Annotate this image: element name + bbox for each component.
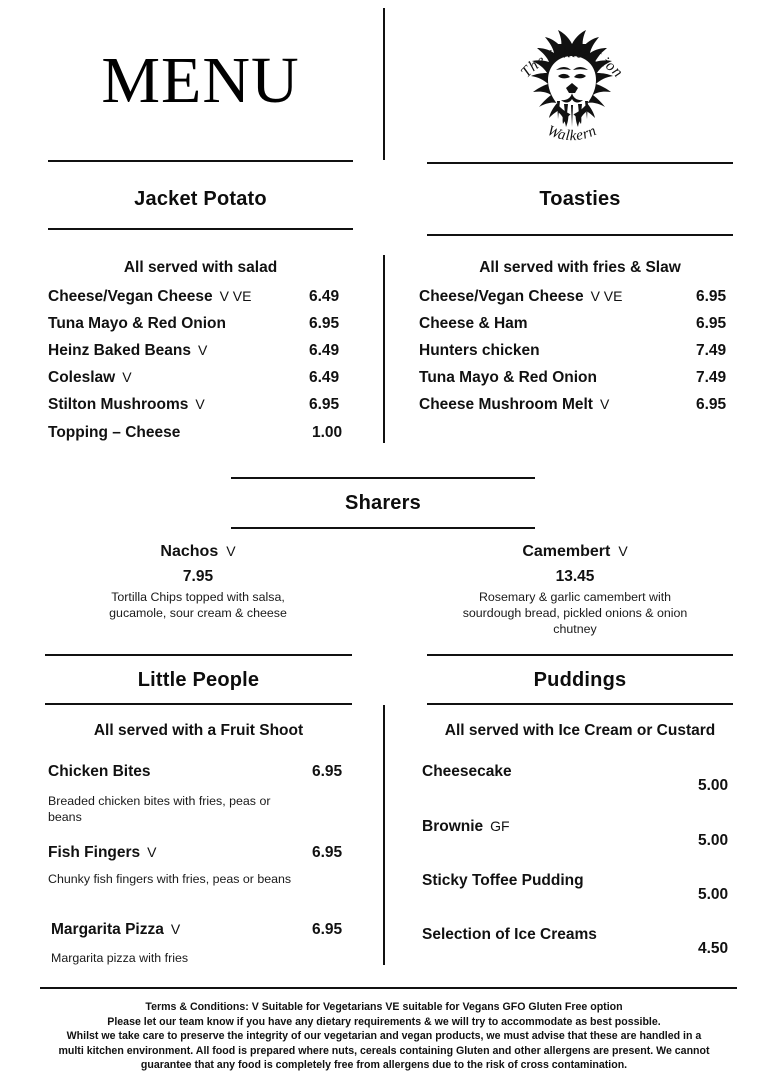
menu-item-row	[48, 844, 353, 862]
item-price: 13.45	[555, 568, 595, 585]
item-name: Fish Fingers	[48, 844, 141, 861]
rule-little-people-top	[45, 654, 352, 656]
subheading-puddings: All served with Ice Cream or Custard	[444, 722, 716, 739]
menu-item-row	[48, 424, 353, 442]
item-name: Hunters chicken	[419, 342, 540, 359]
menu-item-row	[422, 926, 733, 957]
menu-item-row	[48, 288, 353, 306]
rule-footer	[40, 987, 737, 989]
menu-item-row	[48, 369, 353, 387]
item-name: Cheesecake	[422, 763, 512, 780]
item-description: Chunky fish fingers with fries, peas or beans	[48, 872, 292, 886]
item-price: 4.50	[698, 940, 729, 957]
item-description: Breaded chicken bites with fries, peas or beans	[48, 794, 271, 824]
item-price: 6.95	[696, 288, 727, 305]
restaurant-logo	[498, 8, 646, 156]
item-price: 6.95	[309, 396, 340, 413]
section-title-toasties: Toasties	[539, 188, 621, 210]
item-name: Tuna Mayo & Red Onion	[48, 315, 226, 332]
item-diet-tag: V VE	[219, 288, 252, 304]
item-price: 7.49	[696, 342, 727, 359]
item-name: Camembert	[522, 543, 611, 560]
item-name: Cheese/Vegan Cheese	[48, 288, 213, 305]
item-name: Brownie	[422, 818, 484, 835]
terms-line-5: guarantee that any food is completely free from allergens due to the risk of cross contamination.	[140, 1059, 628, 1072]
item-price: 6.95	[312, 921, 343, 938]
item-diet-tag: V VE	[590, 288, 623, 304]
subheading-toasties: All served with fries & Slaw	[479, 259, 681, 276]
rule-little-people-bottom	[45, 703, 352, 705]
menu-item-row	[48, 763, 353, 781]
divider-vertical-top	[383, 8, 385, 160]
item-name: Coleslaw	[48, 369, 116, 386]
section-title-little-people: Little People	[137, 669, 260, 691]
item-diet-tag: V	[226, 543, 236, 559]
sharer-name-line	[418, 543, 732, 561]
item-price: 7.95	[182, 568, 214, 585]
terms-line-2: Please let our team know if you have any dietary requirements & we will try to accommodate as best possible.	[107, 1015, 661, 1028]
menu-item-row	[422, 763, 733, 794]
item-name: Chicken Bites	[48, 763, 151, 780]
item-price: 6.95	[312, 763, 343, 780]
menu-item-row	[422, 872, 733, 903]
item-price: 6.49	[309, 288, 340, 305]
item-price: 6.95	[309, 315, 340, 332]
menu-item-row	[419, 315, 733, 333]
rule-sharers-bottom	[231, 527, 535, 529]
menu-item-row	[48, 342, 353, 360]
divider-vertical-upper	[383, 255, 385, 443]
item-description: Rosemary & garlic camembert with sourdough bread, pickled onions & onion chutney	[462, 590, 688, 636]
item-price: 5.00	[698, 832, 729, 849]
logo-top-text: The White Lion	[517, 43, 627, 82]
section-title-sharers: Sharers	[345, 492, 421, 514]
item-price: 5.00	[698, 777, 729, 794]
item-name: Selection of Ice Creams	[422, 926, 597, 943]
item-price: 1.00	[312, 424, 343, 441]
sharer-name-line	[48, 543, 348, 561]
item-name: Tuna Mayo & Red Onion	[419, 369, 597, 386]
rule-puddings-top	[427, 654, 733, 656]
item-diet-tag: V	[618, 543, 628, 559]
item-diet-tag: V	[122, 369, 132, 385]
item-description: Tortilla Chips topped with salsa, gucamole, sour cream & cheese	[109, 590, 287, 620]
subheading-jacket-potato: All served with salad	[123, 259, 278, 276]
item-price: 6.95	[312, 844, 343, 861]
item-price: 6.49	[309, 369, 340, 386]
rule-toasties-bottom	[427, 234, 733, 236]
rule-sharers-top	[231, 477, 535, 479]
item-diet-tag: V	[147, 844, 157, 860]
page-title: MENU	[101, 44, 300, 117]
item-price: 5.00	[698, 886, 729, 903]
sharer-item-camembert	[418, 543, 732, 637]
divider-vertical-lower	[383, 705, 385, 965]
terms-and-conditions	[26, 1000, 742, 1073]
section-title-jacket-potato: Jacket Potato	[134, 188, 267, 210]
item-name: Stilton Mushrooms	[48, 396, 189, 413]
item-name: Cheese Mushroom Melt	[419, 396, 593, 413]
terms-line-3: Whilst we take care to preserve the integrity of our vegetarian and vegan products, we must advise that these are handled in a	[66, 1030, 702, 1043]
item-name: Sticky Toffee Pudding	[422, 872, 584, 889]
item-name: Cheese/Vegan Cheese	[419, 288, 584, 305]
item-name: Margarita Pizza	[51, 921, 164, 938]
subheading-little-people: All served with a Fruit Shoot	[93, 722, 304, 739]
item-price: 6.95	[696, 396, 727, 413]
item-price: 6.49	[309, 342, 340, 359]
item-name: Heinz Baked Beans	[48, 342, 191, 359]
sharer-item-nachos	[48, 543, 348, 621]
item-name: Topping – Cheese	[48, 424, 181, 441]
menu-item-row	[419, 288, 733, 306]
terms-line-4: multi kitchen environment. All food is prepared where nuts, cereals containing Gluten and other allergens are present. We cannot	[58, 1044, 710, 1057]
item-name: Cheese & Ham	[419, 315, 528, 332]
menu-item-row	[48, 396, 353, 414]
menu-item-row	[422, 818, 733, 849]
item-diet-tag: V	[599, 396, 610, 412]
terms-line-1: Terms & Conditions: V Suitable for Vegetarians VE suitable for Vegans GFO Gluten Free option	[145, 1001, 623, 1013]
logo-bottom-text: Walkern	[544, 122, 600, 145]
rule-toasties-top	[427, 162, 733, 164]
item-price: 7.49	[696, 369, 727, 386]
rule-jacket-potato-bottom	[48, 228, 353, 230]
menu-item-row	[419, 369, 733, 387]
item-diet-tag: GF	[490, 818, 510, 834]
item-diet-tag: V	[198, 342, 208, 358]
menu-item-row	[51, 921, 353, 939]
rule-puddings-bottom	[427, 703, 733, 705]
item-diet-tag: V	[170, 921, 181, 937]
menu-item-row	[419, 396, 733, 414]
menu-item-row	[419, 342, 733, 360]
item-diet-tag: V	[195, 396, 205, 412]
item-name: Nachos	[160, 543, 219, 560]
item-price: 6.95	[696, 315, 727, 332]
section-title-puddings: Puddings	[533, 669, 627, 691]
menu-item-row	[48, 315, 353, 333]
rule-jacket-potato-top	[48, 160, 353, 162]
item-description: Margarita pizza with fries	[51, 951, 189, 965]
